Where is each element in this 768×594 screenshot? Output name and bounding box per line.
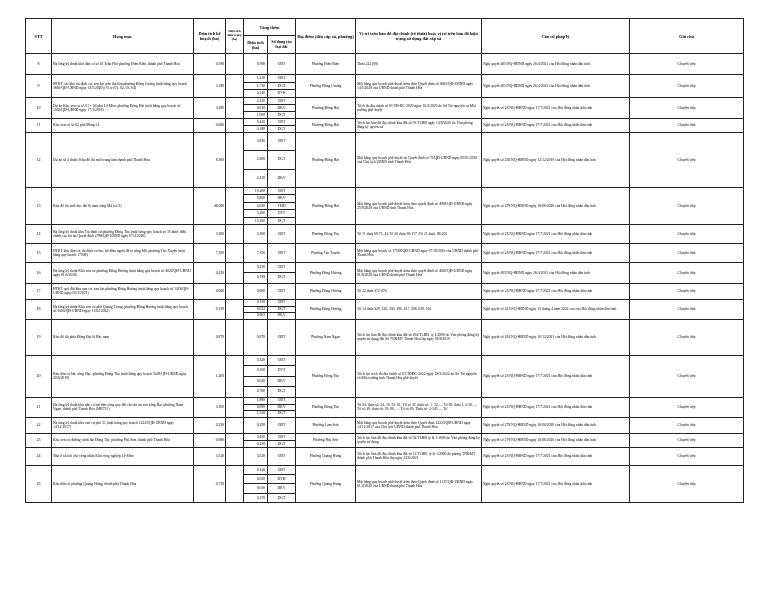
land-use-type: DGT [268, 440, 295, 447]
item-name-cell: Khu dân cư bắc sông Hạc, phường Đông Thọ (mặt bằng quy hoạch 5428/QĐ-UBND ngày 20/6/2019) [52, 355, 194, 397]
table-row [26, 54, 744, 75]
land-use-type: DKV [268, 483, 295, 492]
land-use-type: DGT [268, 82, 295, 90]
stt-cell: 11 [26, 118, 52, 132]
header-can-cu: Căn cứ pháp lý [482, 19, 630, 54]
table-row [26, 465, 744, 502]
land-use-type-cell [268, 397, 296, 417]
current-area-cell [226, 397, 244, 417]
planned-area-cell: 0,598 [194, 54, 226, 75]
land-use-type-cell [268, 319, 296, 355]
added-area-cell [244, 132, 268, 187]
added-area: 0,060 [256, 288, 265, 293]
land-use-type-cell [268, 224, 296, 243]
table-row [26, 243, 744, 262]
planned-area-cell: 0,250 [194, 417, 226, 433]
planned-area-cell: 3,500 [194, 397, 226, 417]
land-use-type: DGT [268, 272, 295, 283]
table-row [26, 433, 744, 447]
item-name-cell: Khu đô thị phía Đông Đại lộ Bắc nam [52, 319, 194, 355]
table-row [26, 397, 744, 417]
current-area-cell [226, 299, 244, 319]
location-cell: Phường Đông Hải [296, 187, 356, 224]
added-area: 0,100 [244, 365, 267, 376]
added-area: 0,199 [244, 272, 267, 283]
legal-basis-cell: Nghị quyết số 182/NQ-HĐND ngày 10/12/2021 của Hội đồng nhân dân tỉnh [482, 319, 630, 355]
current-area-cell [226, 224, 244, 243]
location-cell: Phường Điện Biên [296, 54, 356, 75]
table-row [26, 132, 744, 187]
item-name-cell: Hạ tầng kỹ thuật khu dân cư số 01 Trần Phú phường Điện Biên, thành phố Thanh Hóa [52, 54, 194, 75]
table-row [26, 283, 744, 299]
item-name-cell: Hạ tầng kỹ thuật khu xen cư phố 21 (mặt bằng quy hoạch 12223/QĐ-UBND ngày 14/12/2017) [52, 417, 194, 433]
header-stt: STT [26, 19, 52, 54]
location-cell: Phường Đông Hải [296, 97, 356, 118]
added-area: 0,090 [244, 404, 267, 411]
added-area: 0,870 [256, 334, 265, 339]
table-row [26, 187, 744, 224]
map-position-cell: Thửa 222 (09) [356, 54, 482, 75]
planned-area-cell: 1,200 [194, 355, 226, 397]
current-area-cell [226, 465, 244, 502]
map-position-cell: Trích lục bản đồ địa chính khu đất số 294/TLBĐ, ty 1/2000 do Văn phòng đăng ký quyền sử dụng đất Sở TN&MT Thanh Hoá lập ngày 05/8/2019 [356, 319, 482, 355]
stt-cell: 12 [26, 132, 52, 187]
note-cell: Chuyển tiếp [630, 433, 744, 447]
planned-area-cell: 8,360 [194, 132, 226, 187]
land-use-type-cell [268, 54, 296, 75]
legal-basis-cell: Nghị quyết số 23/NQ-HĐND ngày 17/7/2021 của Hội đồng nhân dân tỉnh [482, 224, 630, 243]
map-position-cell: Trích lục bản đồ địa chính khu đất số 11/TLBĐ, tỷ lệ 1/2000 do phòng TN&MT thành phố Thanh Hóa lập ngày 23/6/2021 [356, 447, 482, 465]
added-area: 0,370 [244, 493, 267, 502]
added-area-cell [244, 54, 268, 75]
land-use-type: DVH [268, 474, 295, 483]
added-area-cell [244, 283, 268, 299]
land-use-type: DVT [268, 365, 295, 376]
location-cell: Phường Tào Xuyên [296, 243, 356, 262]
table-row [26, 447, 744, 465]
table-row [26, 355, 744, 397]
map-position-cell: Mặt bằng quy hoạch phê duyệt kèm theo quyết định số 4020/QĐ-UBND ngày 01/6/2020 của UBND thành phố Thanh Hóa [356, 262, 482, 283]
land-use-type: ODT [277, 357, 286, 362]
land-use-type-cell [268, 75, 296, 98]
added-area: 0,063 [244, 312, 267, 319]
land-use-type: ODT [277, 264, 286, 269]
current-area-cell [226, 262, 244, 283]
land-use-type-cell [268, 447, 296, 465]
note-cell: Chuyển tiếp [630, 262, 744, 283]
planned-area-cell: 0,150 [194, 299, 226, 319]
map-position-cell: Tờ 24: thửa số: 34, 18, 53, 61; Tờ số 35, thửa số: 1- 52,...; Tờ 38: thửa 1, 2-30,...; Tờ số 39: thửa số: 39, 80,... ; Tờ số 49: Thửa số: 2-345,..., Tờ [356, 397, 482, 417]
table-row [26, 262, 744, 283]
map-position-cell: Tờ 11 thửa 69-71, 43;Tờ 20 thửa 18-157 ;Tờ 21 thửa, 08-201 [356, 224, 482, 243]
stt-cell: 25 [26, 465, 52, 502]
legal-basis-cell: Nghị quyết số 23/NQ-HĐND ngày 17/7/2021 của Hội đồng nhân dân tỉnh [482, 283, 630, 299]
land-use-type-cell [268, 97, 296, 118]
legal-basis-cell: Nghị quyết số 279/NQ-HĐND ngày 16/06/2020 của Hội đồng nhân dân tỉnh [482, 187, 630, 224]
table-row [26, 319, 744, 355]
note-cell: Chuyển tiếp [630, 355, 744, 397]
added-area: 2,450 [244, 169, 267, 187]
added-area: 1,730 [244, 82, 267, 90]
legal-basis-cell: Nghị quyết số 230/NQ-HĐND ngày 12/12/2019 của Hội đồng nhân dân tỉnh [482, 132, 630, 187]
land-use-type: ODT [277, 422, 286, 427]
header-hang-muc: Hạng mục [52, 19, 194, 54]
land-use-type: ODT [277, 62, 286, 66]
added-area-cell [244, 75, 268, 98]
stt-cell: 17 [26, 283, 52, 299]
planned-area-cell: 0,680 [194, 433, 226, 447]
current-area-cell [226, 118, 244, 132]
location-cell: Phường Đông Thọ [296, 355, 356, 397]
land-use-type: DGT [268, 150, 295, 168]
note-cell: Chuyển tiếp [630, 224, 744, 243]
land-use-type: ODT [277, 453, 286, 458]
land-use-type: ODT [277, 76, 286, 80]
added-area-cell [244, 118, 268, 132]
item-name-cell: Hạ tầng kỹ thuật Khu xen cư phường Đông Hương (mặt bằng quy hoạch số 4020/QĐ-UBND ngày 01/6/2020) [52, 262, 194, 283]
map-position-cell: Mặt bằng quy hoạch số 17508/QĐ-UBND ngày 07/10/2016 của UBND thành phố Thanh Hóa [356, 243, 482, 262]
planned-area-cell: 0,730 [194, 465, 226, 502]
table-row [26, 224, 744, 243]
legal-basis-cell: Nghị quyết 405/NQ-HĐND ngày 26/4/2021 của Hội đồng nhân dân tỉnh [482, 262, 630, 283]
added-area: 0,030 [244, 474, 267, 483]
location-cell: Phường Đông Thọ [296, 397, 356, 417]
added-area-cell [244, 397, 268, 417]
current-area-cell [226, 283, 244, 299]
stt-cell: 21 [26, 397, 52, 417]
location-cell: Phường Nam Ngạn [296, 319, 356, 355]
land-use-type: ODT [277, 188, 286, 193]
legal-basis-cell: Nghị quyết số 23/NQ-HĐND ngày 17/7/2021 của Hội đồng nhân dân tỉnh [482, 97, 630, 118]
current-area-cell [226, 132, 244, 187]
land-use-type-cell [268, 283, 296, 299]
item-name-cell: Khu đô thị mới dọc đại lộ nam sông Mã (số 3) [52, 187, 194, 224]
land-use-type: ODT [277, 288, 286, 293]
note-cell: Chuyển tiếp [630, 187, 744, 224]
land-use-type: DGT [268, 125, 295, 132]
planned-area-cell: 7,350 [194, 243, 226, 262]
added-area: 5,890 [244, 194, 267, 201]
land-use-type: DKV [268, 104, 295, 111]
note-cell: Chuyển tiếp [630, 118, 744, 132]
legal-basis-cell: Nghị quyết số 23/NQ-HĐND ngày 17/7/2021 của Hội đồng nhân dân tỉnh [482, 447, 630, 465]
land-use-type: ODT [277, 119, 286, 124]
table-row [26, 299, 744, 319]
land-use-type: ODT [277, 138, 286, 143]
map-position-cell: Mặt bằng quy hoạch phê duyệt kèm theo Quyết định 12223/QĐ-UBND ngày 14/12/2017 của Chủ tịch UBND thành phố Thanh Hóa [356, 417, 482, 433]
planned-area-cell: 0,060 [194, 283, 226, 299]
added-area: 0,450 [256, 434, 265, 439]
land-use-type: DKV [268, 169, 295, 187]
item-name-cell: Khu dân cư phường Quảng Hưng, thành phố Thanh Hóa [52, 465, 194, 502]
legal-basis-cell: Nghị quyết số 279/NQ-HĐND ngày 16/06/2020 của Hội đồng nhân dân tỉnh [482, 433, 630, 447]
added-area: 1,890 [256, 397, 265, 402]
land-use-type-cell [268, 299, 296, 319]
current-area-cell [226, 243, 244, 262]
location-cell: Phường Quảng Hưng [296, 447, 356, 465]
land-use-type: DKV [268, 376, 295, 387]
header-su-dung: Sử dụng vào loại đất [268, 36, 296, 54]
land-use-type: DKV [268, 312, 295, 319]
stt-cell: 22 [26, 417, 52, 433]
added-area: 15,200 [244, 217, 267, 224]
header-tang-them: Tăng thêm [244, 19, 296, 36]
added-area: 0,180 [244, 125, 267, 132]
land-use-plan-table [25, 18, 744, 503]
added-area-cell [244, 417, 268, 433]
legal-basis-cell: Nghị quyết số 23/NQ-HĐND ngày 17/7/2021 của Hội đồng nhân dân tỉnh [482, 355, 630, 397]
location-cell: Phường Đông Hương [296, 283, 356, 299]
item-name-cell: Khu xen cư số 02 phố Đông Lễ [52, 118, 194, 132]
added-area: 0,150 [256, 299, 265, 304]
land-use-type: ODT [277, 434, 286, 439]
added-area: 0,320 [256, 467, 265, 472]
added-area: 0,320 [256, 357, 265, 362]
land-use-type-cell [268, 355, 296, 397]
land-use-type: DVH [268, 89, 295, 97]
stt-cell: 10 [26, 97, 52, 118]
added-area: 0,010 [244, 483, 267, 492]
table-row [26, 118, 744, 132]
land-use-type: ODT [277, 231, 286, 236]
stt-cell: 15 [26, 243, 52, 262]
land-use-type-cell [268, 187, 296, 224]
table-row [26, 75, 744, 98]
stt-cell: 20 [26, 355, 52, 397]
added-area: 4,930 [244, 202, 267, 209]
added-area: 0,250 [256, 422, 265, 427]
added-area-cell [244, 433, 268, 447]
item-name-cell: Hạ tầng kỹ thuật khu Tái định cư phường Đông Thọ (mặt bằng quy hoạch số 35 được điều chỉnh cục bộ tại Quyết định 2788/QĐ-UBND ngày 07/4/2020) [52, 224, 194, 243]
item-name-cell: HTKT các khu tái định cư, xen kẹt trên địa bàn phường Đông Cương (mặt bằng quy hoạch 3665/QĐ-UBND ngày 14/5/2020) (Vị trí 01, 02, 03, 04) [52, 75, 194, 98]
header-dien-tich: Diện tích (ha) [244, 36, 268, 54]
added-area: 1,000 [244, 111, 267, 118]
added-area-cell [244, 224, 268, 243]
planned-area-cell: 3,280 [194, 97, 226, 118]
current-area-cell [226, 355, 244, 397]
current-area-cell [226, 447, 244, 465]
added-area: 0,020 [244, 376, 267, 387]
legal-basis-cell: Nghị quyết số 23/NQ-HĐND ngày 17/7/2021 của Hội đồng nhân dân tỉnh [482, 397, 630, 417]
note-cell: Chuyển tiếp [630, 283, 744, 299]
added-area: 3,200 [244, 209, 267, 216]
note-cell: Chuyển tiếp [630, 243, 744, 262]
location-cell: Phường Đông Thọ [296, 224, 356, 243]
land-use-type: DGT [268, 306, 295, 313]
current-area-cell [226, 97, 244, 118]
item-name-cell: HTKT quỹ đất khu xen cư, xen kẹt phường Đông Hương (mặt bằng quy hoạch số 1418/QĐ-UBND ngày 02/3/2021) [52, 283, 194, 299]
map-position-cell: Trích đo địa chính số 01/TĐ-BC-2020 ngày 16/3/2020 do Sở Tài nguyên và Môi trường phê duyệt [356, 97, 482, 118]
added-area-cell [244, 262, 268, 283]
stt-cell: 13 [26, 187, 52, 224]
land-use-type: DKV [268, 404, 295, 411]
legal-basis-cell: Nghị quyết 405/NQ-HĐND ngày 26/4/2021 của Hội đồng nhân dân tỉnh [482, 54, 630, 75]
stt-cell: 16 [26, 262, 52, 283]
note-cell: Chuyển tiếp [630, 397, 744, 417]
added-area: 3,528 [256, 453, 265, 458]
planned-area-cell: 0,600 [194, 118, 226, 132]
planned-area-cell: 0,870 [194, 319, 226, 355]
added-area: 0,010 [244, 104, 267, 111]
note-cell: Chuyển tiếp [630, 54, 744, 75]
added-area: 2,080 [244, 150, 267, 168]
note-cell: Chuyển tiếp [630, 299, 744, 319]
item-name-cell: Hạ tầng kỹ thuật khu dân cư hai bên sông quy đất cho dự án xen sông Hạc phường Nam Ngạn, thành phố Thanh Hóa (MB731) [52, 397, 194, 417]
current-area-cell [226, 75, 244, 98]
location-cell: Phường Đông Hải [296, 132, 356, 187]
stt-cell: 9 [26, 75, 52, 98]
land-use-type: TMD [268, 202, 295, 209]
map-position-cell: Tờ 22 thửa 472-476 [356, 283, 482, 299]
note-cell: Chuyển tiếp [630, 97, 744, 118]
added-area: 7,350 [256, 250, 265, 255]
note-cell: Chuyển tiếp [630, 465, 744, 502]
note-cell: Chuyển tiếp [630, 319, 744, 355]
location-cell: Phường Đông Hải [296, 118, 356, 132]
land-use-type: DGT [268, 217, 295, 224]
added-area-cell [244, 319, 268, 355]
added-area: 3,830 [256, 138, 265, 143]
planned-area-cell: 0,429 [194, 262, 226, 283]
legal-basis-cell: Nghị quyết số 241/NQ-HĐND ngày 13 tháng 4 năm 2022 của của Hội đồng nhân dân tỉnh [482, 299, 630, 319]
item-name-cell: Khu xen cư đường vành đai Đông Tây, phường Phú Sơn, thành phố Thanh Hóa [52, 433, 194, 447]
land-use-type-cell [268, 433, 296, 447]
land-use-type: ODT [277, 98, 286, 103]
added-area: 0,420 [256, 119, 265, 124]
added-area-cell [244, 465, 268, 502]
item-name-cell: HTKT khu dân cư, tái định cư dọc bờ đầm ngoài để tả sông Mã, phường Tào Xuyên (mặt bằng quy hoạch 17508) [52, 243, 194, 262]
header-ghi-chu: Ghi chú [630, 19, 744, 54]
note-cell: Chuyển tiếp [630, 447, 744, 465]
map-position-cell: Tờ 14 thửa 329, 328, 330, 390, 457, 496, 639, 542 [356, 299, 482, 319]
legal-basis-cell: Nghị quyết số 23/NQ-HĐND ngày 17/7/2021 của Hội đồng nhân dân tỉnh [482, 118, 630, 132]
land-use-type: ODT [277, 250, 286, 255]
land-use-type: DGT [268, 410, 295, 417]
land-use-type: DGT [268, 386, 295, 397]
land-use-type: DGT [268, 111, 295, 118]
item-name-cell: Nhà ở xã hội cho công nhân Khu công nghiệp Lễ Môn [52, 447, 194, 465]
planned-area-cell: 3,528 [194, 447, 226, 465]
current-area-cell [226, 54, 244, 75]
stt-cell: 19 [26, 319, 52, 355]
header-dien-tich-ke-hoach: Diện tích kế hoạch (ha) [194, 19, 226, 54]
added-area-cell [244, 187, 268, 224]
land-use-type: ODT [277, 467, 286, 472]
item-name-cell: Dự án số 4 thuộc Khu đô thị mới trung tâm thành phố Thanh Hóa [52, 132, 194, 187]
location-cell: Phường Đông Hương [296, 299, 356, 319]
map-position-cell: Mặt bằng quy hoạch phê duyệt tại Quyết định số 75/QĐ-UBND ngày 05/01/2019 của Chủ tịch UBND tỉnh Thanh Hóa [356, 132, 482, 187]
legal-basis-cell: Nghị quyết số 23/NQ-HĐND ngày 17/7/2021 của Hội đồng nhân dân tỉnh [482, 243, 630, 262]
land-use-type-cell [268, 243, 296, 262]
item-name-cell: Dự án Khu xen cư số 01 + 04 phố Lê Mòn, phường Đông Hải (mặt bằng quy hoạch số 1043/QĐ-UBND ngày 17/3/2018) [52, 97, 194, 118]
added-area: 0,598 [256, 62, 265, 66]
legal-basis-cell: Nghị quyết 405/NQ-HĐND ngày 26/4/2021 của Hội đồng nhân dân tỉnh [482, 75, 630, 98]
added-area: 1,210 [256, 76, 265, 80]
land-use-type: ODT [277, 397, 286, 402]
land-use-type: ODT [277, 334, 286, 339]
land-use-type: ODT [277, 299, 286, 304]
table-row [26, 417, 744, 433]
map-position-cell: Mặt bằng quy hoạch phê duyệt kèm theo quyết định số 4098/QĐ-UBND ngày 25/9/2020 của UBND tỉnh Thanh Hóa [356, 187, 482, 224]
added-area: 19,200 [254, 188, 265, 193]
added-area: 0,240 [244, 89, 267, 97]
land-use-type: DTT [268, 209, 295, 216]
map-position-cell: Trích lục bản đồ địa chính khu đất số 91/TLBĐ ngày 14/8/2020 do Văn phòng đăng ký quyền sử [356, 118, 482, 132]
planned-area-cell: 48,000 [194, 187, 226, 224]
stt-cell: 14 [26, 224, 52, 243]
stt-cell: 23 [26, 433, 52, 447]
map-position-cell: Mặt bằng quy hoạch phê duyệt kèm theo Quyết định số 3665/QĐ-UBND ngày 14/5/2020 của UBND thành phố Thanh Hóa [356, 75, 482, 98]
planned-area-cell: 3,180 [194, 75, 226, 98]
note-cell: Chuyển tiếp [630, 417, 744, 433]
legal-basis-cell: Nghị quyết số 279/NQ-HĐND ngày 16/06/2020 của Hội đồng nhân dân tỉnh [482, 417, 630, 433]
added-area: 0,230 [256, 264, 265, 269]
current-area-cell [226, 187, 244, 224]
location-cell: Phường Đông Cương [296, 75, 356, 98]
header-dia-diem: Địa điểm (đến cấp xã, phường) [296, 19, 356, 54]
stt-cell: 24 [26, 447, 52, 465]
current-area-cell [226, 319, 244, 355]
added-area-cell [244, 299, 268, 319]
map-position-cell: Trích lục bản đồ địa chính khu đất số 92/TLBĐ tỷ lệ 1/1000 do Văn phòng đăng ký quyền sử dụng [356, 433, 482, 447]
location-cell: Phường Đông Hương [296, 262, 356, 283]
land-use-type-cell [268, 417, 296, 433]
header-hien-trang: Diện tích hiện trạng (ha) [226, 19, 244, 54]
land-use-type-cell [268, 465, 296, 502]
land-use-type-cell [268, 132, 296, 187]
current-area-cell [226, 433, 244, 447]
location-cell: Phường Phú Sơn [296, 433, 356, 447]
land-use-type: DGT [268, 493, 295, 502]
map-position-cell: Mặt bằng quy hoạch phê duyệt kèm theo Quyết định số 1137/QĐ-UBND ngày 01/4/2020 của UBND thành phố Thanh Hóa [356, 465, 482, 502]
added-area-cell [244, 447, 268, 465]
added-area: 0,760 [244, 386, 267, 397]
note-cell: Chuyển tiếp [630, 132, 744, 187]
added-area: 0,230 [244, 440, 267, 447]
added-area-cell [244, 97, 268, 118]
added-area: 1,520 [244, 410, 267, 417]
location-cell: Phường Lam Sơn [296, 417, 356, 433]
item-name-cell: Hạ tầng kỹ thuật Khu xen cư phố Quang Trung, phường Đông Hương (mặt bằng quy hoạch số 1604/QĐ-UBND ngày 11/02/2022) [52, 299, 194, 319]
land-use-type: DKV [268, 194, 295, 201]
land-use-type-cell [268, 262, 296, 283]
added-area-cell [244, 355, 268, 397]
table-row [26, 97, 744, 118]
land-use-type-cell [268, 118, 296, 132]
added-area: 3,300 [256, 231, 265, 236]
location-cell: Phường Quảng Hưng [296, 465, 356, 502]
map-position-cell: Trích lục trích đo địa chính số 01/TĐĐC-2022 ngày 28/3/2022 do Sở Tài nguyên và Môi trường tỉnh Thanh Hóa phê duyệt [356, 355, 482, 397]
header-vi-tri: Vị trí trên bản đồ địa chính (tờ thửa) hoặc vị trí trên bản đồ hiện trạng sử dụng đất cấp xã [356, 19, 482, 54]
planned-area-cell: 3,300 [194, 224, 226, 243]
legal-basis-cell: Nghị quyết số 23/NQ-HĐND ngày 17/7/2021 của Hội đồng nhân dân tỉnh [482, 465, 630, 502]
added-area: 0,052 [244, 306, 267, 313]
stt-cell: 18 [26, 299, 52, 319]
note-cell: Chuyển tiếp [630, 75, 744, 98]
stt-cell: 8 [26, 54, 52, 75]
added-area-cell [244, 243, 268, 262]
added-area: 2,250 [256, 98, 265, 103]
current-area-cell [226, 417, 244, 433]
